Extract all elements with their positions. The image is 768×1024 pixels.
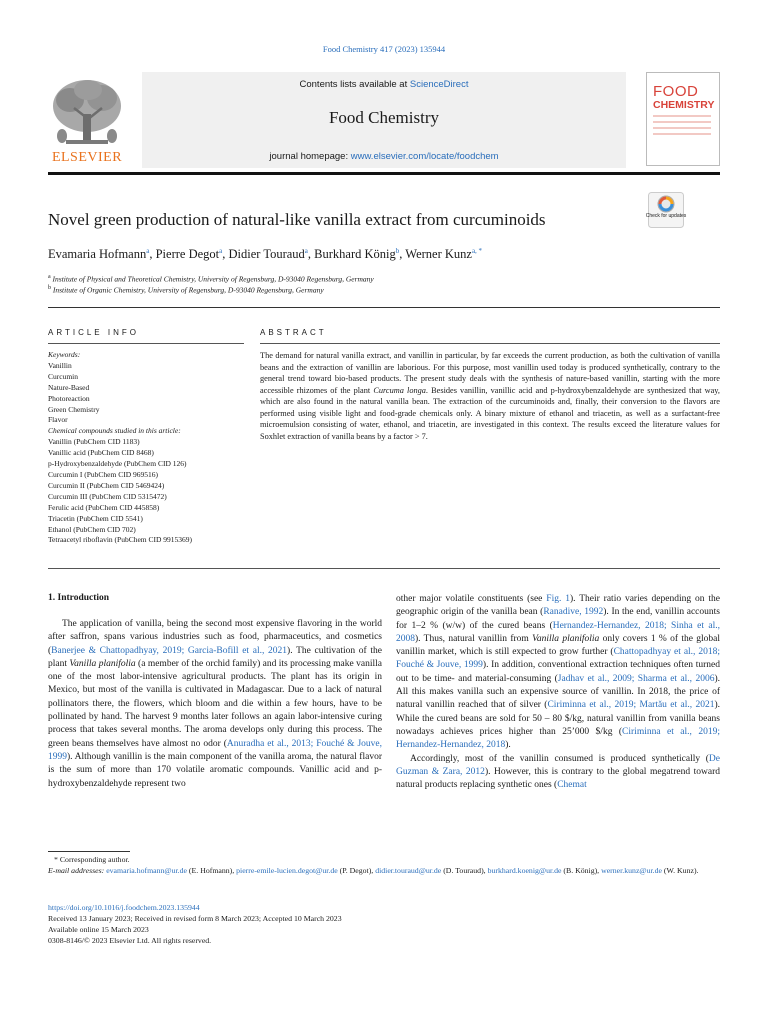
email-link[interactable]: evamaria.hofmann@ur.de [106,866,187,875]
italic-term: Vanilla planifolia [69,658,136,669]
contents-available-line: Contents lists available at ScienceDirect [299,79,469,90]
text-run: ). In addition, conventional extraction techniques often turned out to be time- and material-consuming ( [396,660,720,684]
compound: Vanillin (PubChem CID 1183) [48,437,140,447]
text-run: ). All this makes vanilla such an expensive source of vanillin. In 2018, the price of natural vanillin reached that of silver ( [396,673,720,711]
keywords-block [48,350,248,546]
compound: p-Hydroxybenzaldehyde (PubChem CID 126) [48,459,187,469]
email-link[interactable]: burkhard.koenig@ur.de [487,866,562,875]
italic-term: Vanilla planifolia [532,633,600,644]
affiliation: $^a$ Institute of Physical and Theoretical Chemistry, University of Regensburg, D-93040 Regensburg, Germany [48,274,374,284]
text-run: The application of vanilla, being the second most expensive flavoring in the world after saffron, spans various industries such as food, pharmaceutics, and cosmetics ( [48,619,382,656]
citation-link[interactable]: Chattopadhyay et al., 2018; Fouché & Jouve, 1999 [396,647,720,671]
text-run: ). Their ratio varies depending on the geographic origin of the vanilla bean ( [396,594,720,618]
body-column-right [396,593,720,792]
citation-link[interactable]: Anuradha et al., 2013; Fouché & Jouve, 1999 [48,738,383,762]
text-run: ). Although vanillin is the main component of the vanilla aroma, the natural flavor is the sum of more than 170 volatile aromatic compounds. Vanillic acid and p-hydroxybenzaldehyde represent two [48,751,382,789]
cover-title-food: FOOD [653,83,699,100]
compound: Triacetin (PubChem CID 5541) [48,513,143,523]
section-divider [48,307,720,308]
sciencedirect-link[interactable]: ScienceDirect [409,79,469,90]
cover-decoration [653,115,711,139]
citation-link[interactable]: Ranadive, 1992 [543,607,604,618]
compound: Tetraacetyl riboflavin (PubChem CID 9915369) [48,535,193,545]
paragraph [396,753,720,793]
text-run: ). However, this is contrary to the global megatrend toward natural products replacing synthetic ones ( [396,766,720,791]
elsevier-wordmark[interactable]: ELSEVIER [51,150,123,165]
journal-citation[interactable]: Food Chemistry 417 (2023) 135944 [322,44,446,54]
check-for-updates-icon[interactable] [648,192,684,228]
citation-link[interactable]: Ciriminna et al., 2019; Martău et al., 2021 [547,700,715,711]
corresponding-author-note: * Corresponding author. [54,855,130,864]
citation-link[interactable]: Fig. 1 [546,594,570,604]
paragraph [48,618,382,791]
keywords-label: Keywords: [48,350,81,359]
cover-title-chemistry: CHEMISTRY [653,99,715,111]
citation-link[interactable]: Hernandez-Hernandez, 2018; Sinha et al., 2008 [396,620,720,644]
abstract-divider [260,343,720,344]
compound: Curcumin II (PubChem CID 5469424) [48,480,165,490]
keyword: Nature-Based [48,382,90,392]
text-run: other major volatile constituents (see [396,594,547,604]
journal-homepage-link[interactable]: www.elsevier.com/locate/foodchem [350,151,499,162]
author[interactable]: Werner Kunz$^{a, *}$ [405,247,483,262]
author[interactable]: Burkhard König$^b$ [314,247,400,262]
text-run: ). While the cured beans are sold for 50 – 80 $/kg, natural vanillin from vanilla beans nowadays achieves prices higher than 25’000 $/kg ( [396,700,720,737]
email-link[interactable]: didier.touraud@ur.de [375,866,442,875]
citation-link[interactable]: Chemat [557,780,587,791]
keyword: Photoreaction [48,393,90,403]
author[interactable]: Evamaria Hofmann$^a$ [48,247,150,262]
copyright: 0308-8146/© 2023 Elsevier Ltd. All rights reserved. [48,936,212,945]
available-online: Available online 15 March 2023 [48,925,149,934]
author[interactable]: Didier Touraud$^a$ [228,247,308,262]
doi-link[interactable]: https://doi.org/10.1016/j.foodchem.2023.135944 [48,903,200,912]
compound: Curcumin I (PubChem CID 969516) [48,469,158,479]
footnotes [48,854,728,876]
text-run: ). In the end, vanillin accounts for 1–2 % (w/w) of the cured beans ( [396,607,720,631]
footnote-divider [48,851,130,852]
introduction-heading: 1. Introduction [48,593,110,603]
email-link[interactable]: werner.kunz@ur.de [601,866,662,875]
text-run: ). The cultivation of the plant [48,645,382,669]
compound: Vanillic acid (PubChem CID 8468) [48,448,154,458]
citation-link[interactable]: Jadhav et al., 2009; Sharma et al., 2006 [557,673,715,684]
journal-cover-thumbnail[interactable] [646,72,720,166]
body-column-left [48,618,382,791]
text-run: ). Thus, natural vanillin from [415,633,533,644]
citation-link[interactable]: Ciriminna et al., 2019; Hernandez-Hernandez, 2018 [396,726,720,751]
received-dates: Received 13 January 2023; Received in revised form 8 March 2023; Accepted 10 March 2023 [48,914,342,923]
keyword: Flavor [48,415,68,425]
text-run: ). [505,740,511,751]
abstract-heading: ABSTRACT [260,328,327,337]
header-divider [48,172,720,175]
journal-homepage-line: journal homepage: www.elsevier.com/locate/foodchem [269,151,499,162]
compounds-label: Chemical compounds studied in this article: [48,426,181,436]
author[interactable]: Pierre Degot$^a$ [155,247,223,262]
compound: Ethanol (PubChem CID 702) [48,524,136,534]
keyword: Curcumin [48,371,78,381]
check-for-updates-label[interactable]: Check for updates [645,213,687,219]
author-list: Evamaria Hofmann$^a$, Pierre Degot$^a$, Didier Touraud$^a$, Burkhard König$^b$, Werner Kunz$^{a, *}$ [48,247,483,262]
email-link[interactable]: pierre-emile-lucien.degot@ur.de [236,866,338,875]
journal-name: Food Chemistry [328,108,440,127]
compound: Ferulic acid (PubChem CID 445858) [48,502,160,512]
keyword: Vanillin [48,360,72,370]
citation-link[interactable]: De Guzman & Zara, 2012 [396,753,720,777]
keyword: Green Chemistry [48,404,100,414]
article-info-heading: ARTICLE INFO [48,328,139,337]
publication-info [48,902,728,946]
text-run: Accordingly, most of the vanillin consumed is produced synthetically ( [410,753,709,764]
text-run: (a member of the orchid family) and its processing make vanilla one of the most labor-intensive agricultural products. The plant has its origin in Mexico, but most of the vanilla is cultivated in Madagascar. Due to a lack of natural pollinators there, the flowers, which bloom and die within a few hours, have to be pollinated by hand. The harvest 9 months later follows an again labor-intensive curing process that takes several months. The aroma develops only during this process. The green beans themselves have almost no odor ( [48,658,382,749]
section-divider [48,568,720,569]
article-title: Novel green production of natural-like vanilla extract from curcuminoids [48,210,546,229]
compound: Curcumin III (PubChem CID 5315472) [48,491,167,501]
email-addresses: E-mail addresses: evamaria.hofmann@ur.de (E. Hofmann), pierre-emile-lucien.degot@ur.de (P. Degot), didier.touraud@ur.de (D. Touraud), burkhard.koenig@ur.de (B. König), werner.kunz@ur.de (W. Kunz). [48,866,699,875]
article-info-divider [48,343,244,344]
paragraph [396,593,720,753]
affiliation: $^b$ Institute of Organic Chemistry, University of Regensburg, D-93040 Regensburg, Germany [48,285,324,295]
abstract-text: The demand for natural vanilla extract, and vanillin in particular, by far exceeds the current production, as both the cultivation of vanilla beans and the extraction of vanillin are laborious. For this purpose, most vanillin used today is produced synthetically, contrary to the general trend toward bio-based products. The present study deals with the synthesis of nature-based vanillin, starting with the more accessible rhizomes of the plant Curcuma longa. Besides vanillin, vanillic acid and p-hydroxybenzaldehyde are synthesized that way, which are also found in the natural vanilla bean. The extraction of the curcuminoids and, finally, their conversion to the flavors are performed using visible light and food-grade chemicals only. A binary mixture of ethanol and triacetin, as well as a surfactant-free microemulsion consisting of water, ethanol, and triacetin, are investigated in this context. The results exceed the literature values for Soxhlet extraction of vanilla beans by a factor > 7. [260,351,720,441]
citation-link[interactable]: Banerjee & Chattopadhyay, 2019; Garcia-Bofill et al., 2021 [51,645,288,656]
text-run: only covers 1 % of the global vanillin market, which is still expected to grow further ( [396,633,720,658]
